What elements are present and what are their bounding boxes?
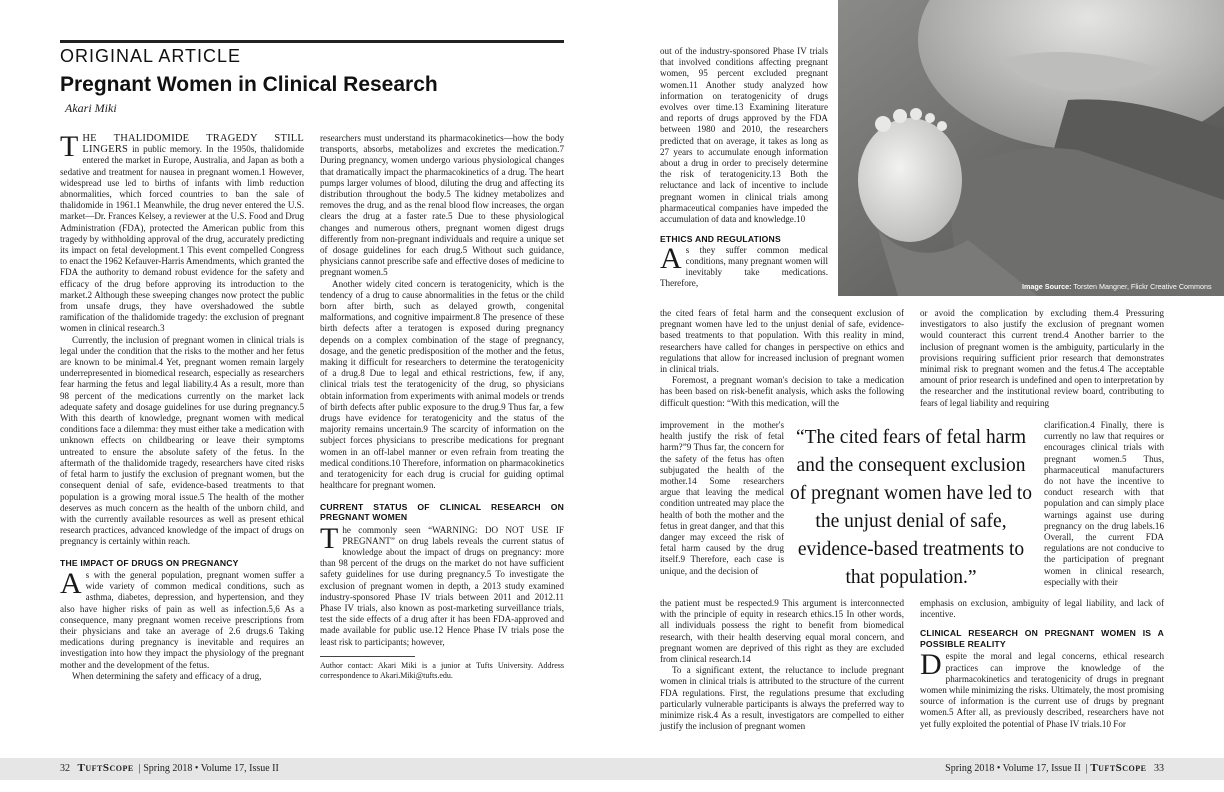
paragraph: Despite the moral and legal concerns, ethical research practices can improve the knowledge of the pharmacokinetics and teratogenicity of drugs in pregnant women while minimizing the risks. Ultimately, the most promising source of information is the current use of drugs by pregnant women.5 After all, as previously described, researchers have not yet fully exploited the potential of Phase IV trials.10 For <box>920 648 1164 729</box>
paragraph: improvement in the mother's health justify the risk of fetal harm?”9 Thus far, the concern for the safety of the fetus has often subjugated the health of the mother.14 Some researchers argue that leaving the medical condition untreated may place the health of both the mother and the fetus in great danger, and that this danger may exceed the risk of fetal harm caused by the drug itself.9 Therefore, each case is unique, and the decision of <box>660 420 784 576</box>
paragraph: emphasis on exclusion, ambiguity of legal liability, and lack of incentive. <box>920 598 1164 620</box>
section-label: ORIGINAL ARTICLE <box>60 46 242 66</box>
issue-info: Spring 2018 • Volume 17, Issue II <box>143 763 279 774</box>
drop-cap: A <box>60 567 82 601</box>
journal-name: TuftScope <box>77 762 134 774</box>
image-source-credit: Image Source: Torsten Mangner, Flickr Creative Commons <box>1022 282 1212 291</box>
paragraph: the patient must be respected.9 This argument is interconnected with the principle of equity in research ethics.15 In other words, all individuals possess the right to benefit from biomedical research, with their health deserving equal moral concern, and pregnant women are deprived of this right as they are excluded from clinical research.14 <box>660 598 904 665</box>
paragraph: researchers must understand its pharmacokinetics—how the body transports, absorbs, metabolizes and excretes the medication.7 During pregnancy, women undergo various physiological changes that dramatically impact the pharmacokinetics of a drug. The heart pumps larger volumes of blood, diluting the drug and affecting its distribution throughout the body.5 The kidney metabolizes and removes the drug, and as the renal blood flow increases, the organ clears the drug at a faster rate.5 Due to these physiological changes and numerous others, pregnant women digest drugs differently from non-pregnant individuals and require a unique set of dosage guidelines for each drug.5 Without such guidance, physicians cannot prescribe safe and effective doses of medicine to pregnant women.5 <box>320 133 565 278</box>
column-4-narrow <box>1044 420 1164 588</box>
footer-left: 32 TuftScope | Spring 2018 • Volume 17, Issue II <box>60 762 279 774</box>
paragraph: out of the industry-sponsored Phase IV trials that involved conditions affecting pregnant women, 95 percent excluded pregnant women.11 Another study analyzed how information on teratogenicity of drugs evolves over time.13 Examining literature and reports of drugs approved by the FDA between 1980 and 2010, the researchers predicted that on average, it takes as long as 27 years to accumulate enough information about a drug in order to precisely determine the risk of teratogenicity.13 Both the reluctance and lack of incentive to include pregnant women in clinical trials among pharmaceutical companies have impeded the accumulation of data and knowledge.10 <box>660 46 828 225</box>
paragraph: Foremost, a pregnant woman's decision to take a medication has been based on risk-benefit analysis, which asks the following difficult question: “With this medication, will the <box>660 375 904 408</box>
column-3-mid <box>660 308 904 409</box>
drop-cap: A <box>660 241 682 275</box>
column-1 <box>60 130 305 682</box>
paragraph: As they suffer common medical conditions, many pregnant women will inevitably take medications. Therefore, <box>660 241 828 289</box>
issue-info: Spring 2018 • Volume 17, Issue II <box>945 763 1081 774</box>
drop-cap: T <box>320 521 339 555</box>
column-4-top <box>920 308 1164 409</box>
page-number: 32 <box>60 763 70 774</box>
paragraph: clarification.4 Finally, there is currently no law that requires or encourages clinical trials with pregnant women.5 Thus, pharmaceutical manufacturers do not have the incentive to conduct research with that population and can simply place warnings against use during pregnancy on the drug labels.16 Overall, the current FDA regulations are not conducive to the participation of pregnant women in clinical research, especially with their <box>1044 420 1164 587</box>
footnote-rule <box>320 656 415 657</box>
intro-paragraph: THE THALIDOMIDE TRAGEDY STILL LINGERS in public memory. In the 1950s, thalidomide entered the market in Europe, Australia, and Japan as both a sedative and treatment for nausea in pregnant women.1 However, widespread use led to births of infants with limb reduction abnormalities, which forced countries to ban the sale of thalidomide in 1961.1 Meanwhile, the drug never entered the U.S. market—Dr. Frances Kelsey, a reviewer at the U.S. Food and Drug Administration (FDA), protected the American public from this tragedy by withholding approval of the drug, accurately predicting its impact on fetal development.1 This event compelled Congress to enact the 1962 Kefauver-Harris Amendments, which granted the FDA the authority to demand robust evidence for the safety and efficacy of the drug before approving its introduction to the market.2 Although these sweeping changes now protect the public from unsafe drugs, they have overshadowed the subtle ramification of the thalidomide tragedy: the exclusion of pregnant women in clinical research.3 <box>60 130 305 334</box>
section-heading: ETHICS AND REGULATIONS <box>660 234 781 245</box>
paragraph: The commonly seen “WARNING: DO NOT USE IF PREGNANT” on drug labels reveals the current status of knowledge about the impact of drugs on pregnancy: more than 98 percent of the drugs on the market do not have sufficient safety guidelines for use during pregnancy.5 To investigate the exclusion of pregnant women in depth, a 2013 study examined industry-sponsored Phase IV trials between 2011 and 2012.11 Phase IV trials, also known as post-marketing surveillance trials, test the side effects of a drug after it has been FDA-approved and made available for public use.12 Hence Phase IV trials pose the least risk to participants; however, <box>320 521 564 647</box>
paragraph: Currently, the inclusion of pregnant women in clinical trials is legal under the condition that the risks to the mother and her fetus are known to be minimal.4 Yet, pregnant women remain largely underrepresented in biomedical research, especially as researchers fear harming the fetus and legal liability.4 As a result, more than 98 percent of the medications currently on the market lack adequate safety and dosage guidelines for use during pregnancy.5 With this dearth of knowledge, pregnant women with medical conditions face a dilemma: they must either take a medication with unknown effects on childbearing or leave their symptoms untreated to ensure the absolute safety of the fetus. In the aftermath of the thalidomide tragedy, researchers have cited risks of fetal harm to justify the exclusion of pregnant women, but the consequent denial of safe, evidence-based treatments to that population is a growing moral issue.5 The health of the mother deserves as much concern as the health of the unborn child, and with the currently available resources as well as present ethical research practices, advanced knowledge of the impact of drugs on pregnancy is certainly within reach. <box>60 334 304 547</box>
paragraph: or avoid the complication by excluding them.4 Pressuring investigators to also justify the exclusion of pregnant women would counteract this current trend.4 Another barrier to the inclusion of pregnant women is the ambiguity, particularly in the provisions requiring sufficient prior research that demonstrates minimal risk to pregnant women and the fetus.4 The acceptable amount of prior research is undefined and open to interpretation by the researcher and the institutional review board, contributing to fears of legal liability and requiring <box>920 308 1164 408</box>
journal-name: TuftScope <box>1090 762 1147 774</box>
column-2 <box>320 133 564 681</box>
drop-cap: D <box>920 648 942 682</box>
pull-quote: “The cited fears of fetal harm and the consequent exclusion of pregnant women have led to the unjust denial of safe, evidence-based treatments to that population.” <box>789 427 1033 588</box>
paragraph: To a significant extent, the reluctance to include pregnant women in clinical trials is attributed to the structure of the current FDA regulations. First, the regulations presume that excluding particularly vulnerable participants is always the preferred way to minimize risk.4 As a result, investigators are compelled to either justify the inclusion of pregnant women <box>660 665 904 732</box>
section-heading: THE IMPACT OF DRUGS ON PREGNANCY <box>60 557 239 568</box>
column-3-top <box>660 46 828 290</box>
column-3-narrow <box>660 420 784 577</box>
column-3-bottom <box>660 598 904 732</box>
page-number: 33 <box>1154 763 1164 774</box>
author-name: Akari Miki <box>65 101 117 115</box>
title-rule <box>60 40 564 43</box>
section-heading: CURRENT STATUS OF CLINICAL RESEARCH ON PREGNANT WOMEN <box>320 501 564 522</box>
paragraph: As with the general population, pregnant women suffer a wide variety of common medical conditions, such as asthma, diabetes, depression, and hypertension, and they also have higher risks of pain as well as infection.5,6 As a consequence, many pregnant women receive prescriptions from their physicians and take an average of 2.6 drugs.6 Taking medications during pregnancy is inevitable and requires an investigation into how they impact the physiology of the pregnant mother and the development of the fetus. <box>60 567 304 670</box>
drop-cap: T <box>60 130 79 163</box>
column-4-bottom <box>920 598 1164 730</box>
pregnancy-photo <box>838 0 1224 296</box>
section-heading: CLINICAL RESEARCH ON PREGNANT WOMEN IS A POSSIBLE REALITY <box>920 628 1164 649</box>
page-title: Pregnant Women in Clinical Research <box>60 73 438 96</box>
paragraph: the cited fears of fetal harm and the consequent exclusion of pregnant women have led to the unjust denial of safe, evidence-based treatments to that population. With this reality in mind, researchers have called for changes in perspective on ethics and regulations that allow for increased inclusion of pregnant women in clinical trials. <box>660 308 904 375</box>
paragraph: When determining the safety and efficacy of a drug, <box>72 670 262 681</box>
paragraph: Another widely cited concern is teratogenicity, which is the tendency of a drug to cause abnormalities in the fetus or the child born after birth, such as delayed growth, congenital malformations, and cognitive impairment.8 The presence of these birth defects after a teratogen is exposed during pregnancy depends on a complex combination of the stage of pregnancy, dosage, and the genetic predisposition of the mother and the fetus, making it difficult for researchers to determine the teratogenicity of a drug.8 Due to legal and ethical restrictions, few, if any, clinical trials test the teratogenicity of the drug, so physicians obtain information from experiments with animal models or trends of birth defects after public exposure to the drug.9 Thus far, a few drugs have evidence for teratogenicity and the status of the majority remains uncertain.9 The scarcity of information on the subject forces physicians to prescribe medications for pregnant women in an off-label manner or even refrain from treating the medical conditions.10 Therefore, information on pharmacokinetics and teratogenicity for each drug is crucial for guiding optimal healthcare for pregnant women. <box>320 278 564 491</box>
author-contact: Author contact: Akari Miki is a junior at Tufts University. Address correspondence to Akari.Miki@tufts.edu. <box>320 660 564 680</box>
footer-right: Spring 2018 • Volume 17, Issue II | TuftScope 33 <box>945 762 1164 774</box>
